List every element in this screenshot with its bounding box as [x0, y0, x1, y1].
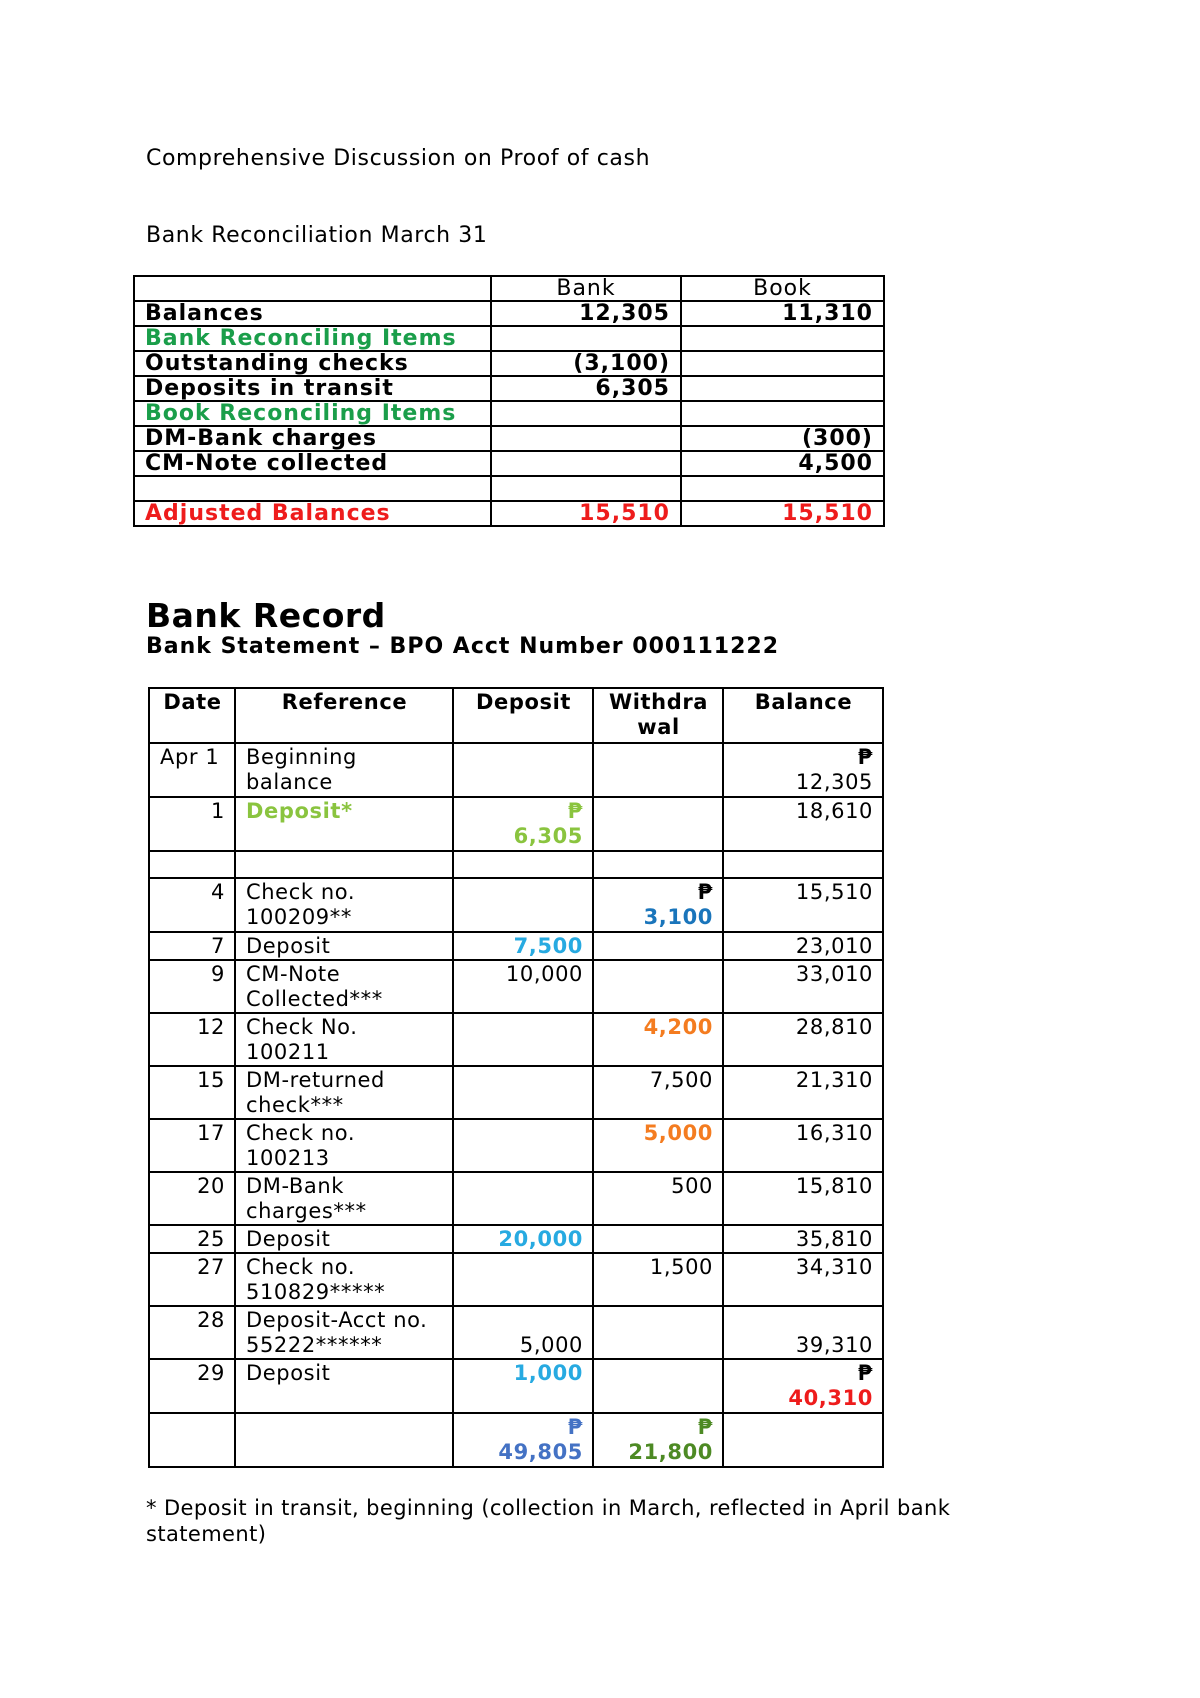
book-value: [681, 476, 884, 501]
withdrawal-cell: 1,500: [593, 1253, 723, 1306]
row-label: CM-Note collected: [134, 451, 491, 476]
deposit-cell: 20,000: [453, 1225, 593, 1253]
table-row: [149, 1306, 883, 1359]
deposit-cell: 7,500: [453, 932, 593, 960]
table-row: [149, 1066, 883, 1119]
reference-cell: Check no. 510829*****: [235, 1253, 453, 1306]
book-value: 4,500: [681, 451, 884, 476]
withdrawal-value: 3,100: [643, 905, 713, 929]
withdrawal-cell: [593, 1225, 723, 1253]
table-row: [134, 301, 884, 326]
balance-value: 12,305: [795, 770, 873, 794]
table-row: [149, 851, 883, 878]
book-value: [681, 401, 884, 426]
deposit-cell: [453, 1066, 593, 1119]
table-row: [134, 476, 884, 501]
table-row: [134, 401, 884, 426]
peso-sign: ₱: [567, 1415, 583, 1439]
deposit-cell: [453, 1013, 593, 1066]
reference-cell: Deposit: [235, 1359, 453, 1413]
withdrawal-cell: [593, 1359, 723, 1413]
peso-sign: ₱: [697, 880, 713, 904]
balance-cell: [723, 1413, 883, 1467]
date-cell: 28: [149, 1306, 235, 1359]
table-row: [149, 932, 883, 960]
reference-cell: Deposit-Acct no. 55222******: [235, 1306, 453, 1359]
footnote: * Deposit in transit, beginning (collection in March, reflected in April bank statement): [146, 1496, 951, 1546]
reference-cell: DM-returned check***: [235, 1066, 453, 1119]
bank-statement-table: [148, 687, 884, 1468]
withdrawal-cell: [593, 1306, 723, 1359]
deposit-cell: [453, 1119, 593, 1172]
table-row: [149, 743, 883, 797]
header-blank: [134, 276, 491, 301]
total-withdrawal-value: 21,800: [628, 1440, 713, 1464]
date-cell: 29: [149, 1359, 235, 1413]
bank-value: [491, 476, 681, 501]
balance-cell: 18,610: [723, 797, 883, 851]
table-row: [134, 376, 884, 401]
table-row: [149, 1172, 883, 1225]
table-row: [149, 1225, 883, 1253]
deposit-cell: [453, 797, 593, 851]
deposit-cell: [453, 878, 593, 932]
bank-value: [491, 451, 681, 476]
balance-cell: 35,810: [723, 1225, 883, 1253]
date-cell: [149, 851, 235, 878]
withdrawal-cell: [593, 932, 723, 960]
table-row: [149, 960, 883, 1013]
balance-cell: 39,310: [723, 1306, 883, 1359]
date-cell: 7: [149, 932, 235, 960]
balance-cell: 15,510: [723, 878, 883, 932]
deposit-value: 6,305: [513, 824, 583, 848]
balance-cell: 21,310: [723, 1066, 883, 1119]
balance-cell: 28,810: [723, 1013, 883, 1066]
row-label: Outstanding checks: [134, 351, 491, 376]
totals-row: [149, 1413, 883, 1467]
peso-sign: ₱: [857, 1361, 873, 1385]
table-row: [149, 1359, 883, 1413]
bank-value: [491, 426, 681, 451]
reference-cell: Check no. 100209**: [235, 878, 453, 932]
bank-value: [491, 326, 681, 351]
book-value: (300): [681, 426, 884, 451]
withdrawal-cell: 5,000: [593, 1119, 723, 1172]
table-row: [149, 878, 883, 932]
date-cell: 17: [149, 1119, 235, 1172]
table-row: [134, 451, 884, 476]
book-value: [681, 351, 884, 376]
date-cell: 25: [149, 1225, 235, 1253]
total-withdrawal-cell: [593, 1413, 723, 1467]
header-bank: Bank: [491, 276, 681, 301]
table-row: [134, 326, 884, 351]
date-cell: Apr 1: [149, 743, 235, 797]
withdrawal-cell: [593, 878, 723, 932]
deposit-cell: 1,000: [453, 1359, 593, 1413]
bank-value: 6,305: [491, 376, 681, 401]
withdrawal-cell: 500: [593, 1172, 723, 1225]
row-label: Adjusted Balances: [134, 501, 491, 526]
balance-cell: 15,810: [723, 1172, 883, 1225]
reference-cell: Deposit*: [235, 797, 453, 851]
row-label: DM-Bank charges: [134, 426, 491, 451]
balance-cell: 34,310: [723, 1253, 883, 1306]
bank-value: 15,510: [491, 501, 681, 526]
book-value: [681, 326, 884, 351]
adjusted-balances-row: [134, 501, 884, 526]
book-value: 11,310: [681, 301, 884, 326]
table-header-row: [134, 276, 884, 301]
header-book: Book: [681, 276, 884, 301]
reference-cell: CM-Note Collected***: [235, 960, 453, 1013]
bank-record-subtitle: Bank Statement – BPO Acct Number 000111222: [146, 634, 780, 659]
reference-cell: Check No. 100211: [235, 1013, 453, 1066]
withdrawal-cell: [593, 743, 723, 797]
table-row: [134, 351, 884, 376]
balance-cell: [723, 743, 883, 797]
withdrawal-cell: 7,500: [593, 1066, 723, 1119]
date-cell: [149, 1413, 235, 1467]
header-balance: Balance: [723, 688, 883, 743]
table-row: [149, 797, 883, 851]
row-label: Balances: [134, 301, 491, 326]
section-label: Bank Reconciling Items: [134, 326, 491, 351]
header-reference: Reference: [235, 688, 453, 743]
table-header-row: [149, 688, 883, 743]
balance-cell: 16,310: [723, 1119, 883, 1172]
reconciliation-title: Bank Reconciliation March 31: [146, 223, 488, 248]
reference-cell: Deposit: [235, 1225, 453, 1253]
balance-cell: 23,010: [723, 932, 883, 960]
withdrawal-cell: [593, 797, 723, 851]
book-value: 15,510: [681, 501, 884, 526]
bank-value: (3,100): [491, 351, 681, 376]
deposit-cell: [453, 743, 593, 797]
table-row: [134, 426, 884, 451]
date-cell: 20: [149, 1172, 235, 1225]
bank-value: 12,305: [491, 301, 681, 326]
deposit-cell: 5,000: [453, 1306, 593, 1359]
table-row: [149, 1119, 883, 1172]
header-withdrawal: Withdra wal: [593, 688, 723, 743]
ending-balance-value: 40,310: [788, 1386, 873, 1410]
reference-cell: [235, 1413, 453, 1467]
book-value: [681, 376, 884, 401]
bank-value: [491, 401, 681, 426]
header-deposit: Deposit: [453, 688, 593, 743]
header-date: Date: [149, 688, 235, 743]
document-title: Comprehensive Discussion on Proof of cash: [146, 146, 651, 171]
table-row: [149, 1013, 883, 1066]
reference-cell: DM-Bank charges***: [235, 1172, 453, 1225]
date-cell: 15: [149, 1066, 235, 1119]
withdrawal-cell: 4,200: [593, 1013, 723, 1066]
withdrawal-cell: [593, 960, 723, 1013]
reference-cell: Deposit: [235, 932, 453, 960]
date-cell: 9: [149, 960, 235, 1013]
peso-sign: ₱: [697, 1415, 713, 1439]
date-cell: 1: [149, 797, 235, 851]
balance-cell: [723, 851, 883, 878]
deposit-cell: [453, 1172, 593, 1225]
table-row: [149, 1253, 883, 1306]
bank-reconciliation-table: [133, 275, 885, 527]
total-deposit-cell: [453, 1413, 593, 1467]
balance-cell: 33,010: [723, 960, 883, 1013]
reference-cell: [235, 851, 453, 878]
peso-sign: ₱: [857, 745, 873, 769]
reference-cell: Check no. 100213: [235, 1119, 453, 1172]
section-label: Book Reconciling Items: [134, 401, 491, 426]
date-cell: 27: [149, 1253, 235, 1306]
peso-sign: ₱: [567, 799, 583, 823]
balance-cell: [723, 1359, 883, 1413]
date-cell: 12: [149, 1013, 235, 1066]
deposit-cell: [453, 851, 593, 878]
total-deposit-value: 49,805: [498, 1440, 583, 1464]
deposit-cell: [453, 1253, 593, 1306]
withdrawal-cell: [593, 851, 723, 878]
date-cell: 4: [149, 878, 235, 932]
bank-record-title: Bank Record: [146, 596, 386, 635]
row-label: Deposits in transit: [134, 376, 491, 401]
deposit-cell: 10,000: [453, 960, 593, 1013]
reference-cell: Beginning balance: [235, 743, 453, 797]
row-label: [134, 476, 491, 501]
